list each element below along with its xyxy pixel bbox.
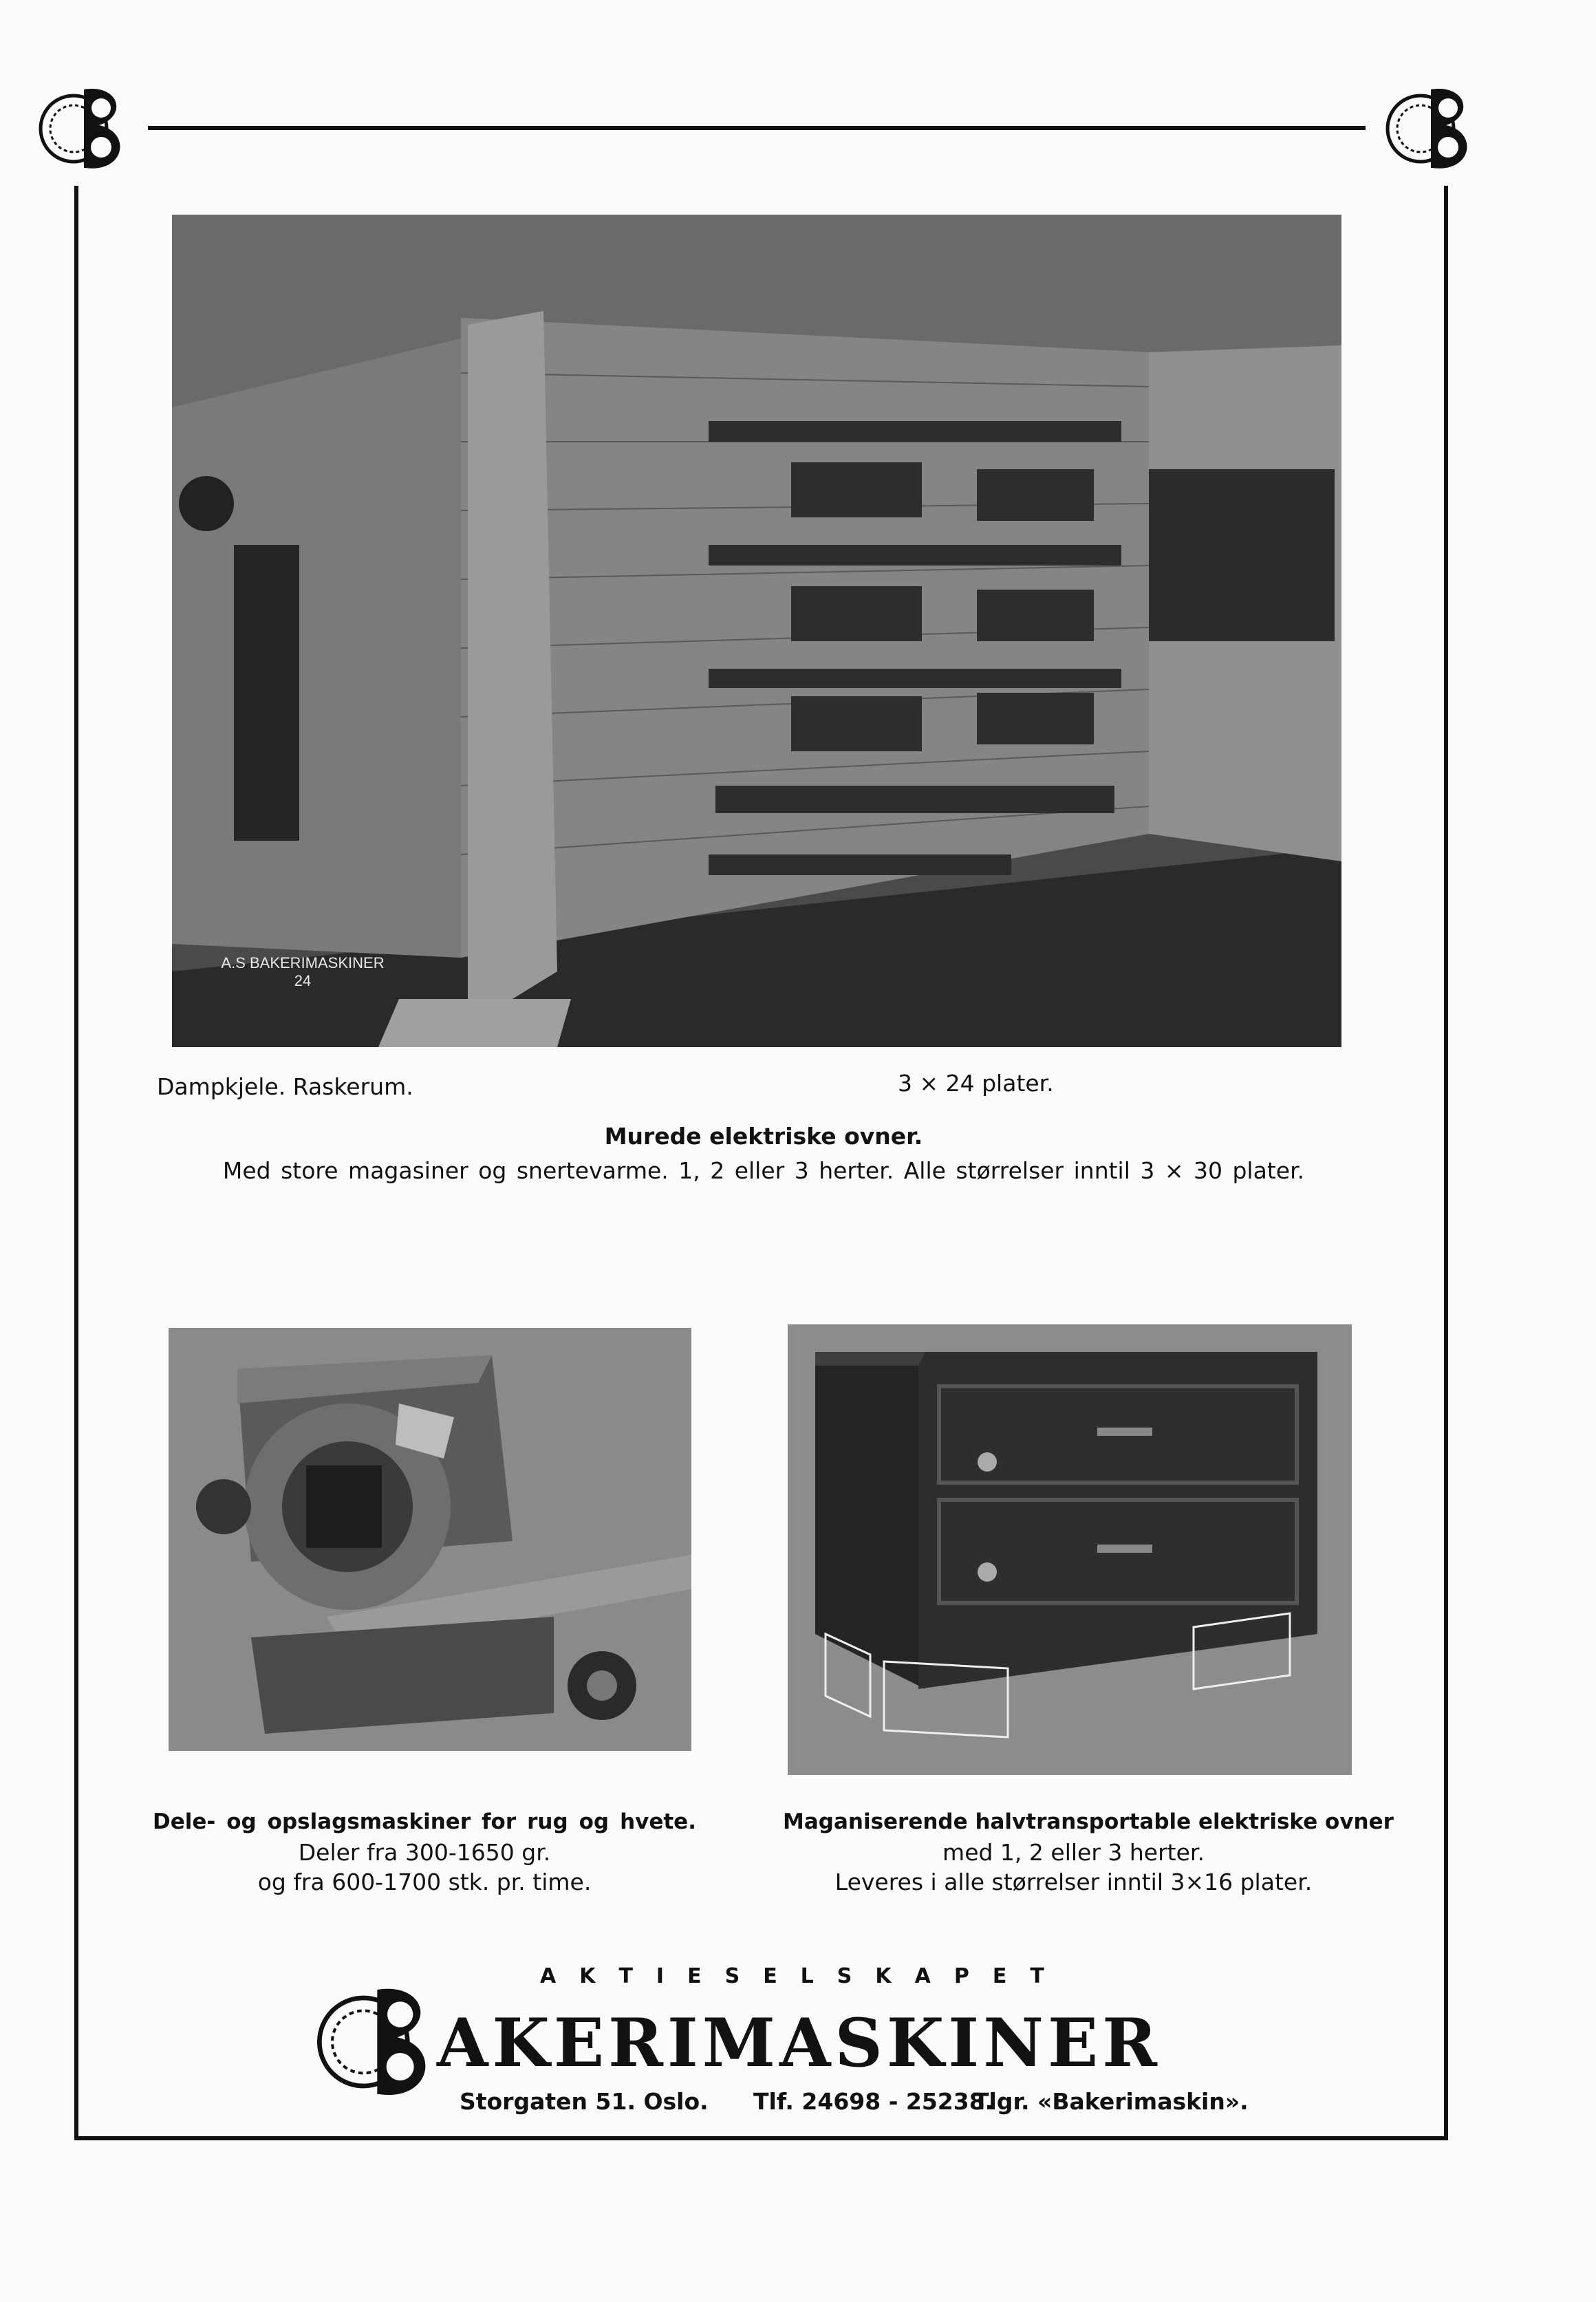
oven-caption-left: Dampkjele. Raskerum. [157, 1073, 413, 1100]
company-prefix: AKTIESELSKAPET [540, 1964, 1068, 1988]
portable-oven-illustration [788, 1324, 1352, 1775]
divider-machine-illustration [169, 1328, 691, 1751]
oven-caption-right: 3 × 24 plater. [898, 1070, 1054, 1097]
portable-oven-caption-line2: med 1, 2 eller 3 herter. [942, 1839, 1205, 1866]
company-logo-left-icon [36, 77, 139, 180]
portable-oven-caption-line3: Leveres i alle størrelser inntil 3×16 plater. [834, 1869, 1313, 1895]
portable-oven-photo [788, 1324, 1352, 1775]
company-telegram: Tlgr. «Bakerimaskin». [973, 2088, 1249, 2115]
top-rule [148, 126, 1366, 130]
photo-stamp-line1: A.S BAKERIMASKINER [221, 954, 385, 971]
divider-caption-line3: og fra 600-1700 stk. pr. time. [257, 1869, 592, 1895]
brick-oven-illustration [172, 215, 1341, 1047]
company-logo-right-icon [1383, 77, 1486, 180]
brick-oven-photo [172, 215, 1341, 1047]
photo-stamp-line2: 24 [294, 972, 312, 989]
company-phone: Tlf. 24698 - 25238. [753, 2088, 994, 2115]
company-logo-footer-icon [313, 1973, 451, 2111]
company-address: Storgaten 51. Oslo. [460, 2088, 709, 2115]
oven-heading: Murede elektriske ovner. [604, 1123, 923, 1150]
oven-description: Med store magasiner og snertevarme. 1, 2 eller 3 herter. Alle størrelser inntil 3 × 30 plater. [222, 1157, 1305, 1184]
portable-oven-caption-line1: Maganiserende halvtransportable elektriske ovner [783, 1809, 1394, 1834]
divider-caption-line2: Deler fra 300-1650 gr. [298, 1839, 551, 1866]
company-name: AKERIMASKINER [437, 2004, 1161, 2082]
photo-stamp [200, 954, 406, 990]
divider-machine-photo [169, 1328, 691, 1751]
divider-caption-line1: Dele- og opslagsmaskiner for rug og hvete. [153, 1809, 696, 1834]
